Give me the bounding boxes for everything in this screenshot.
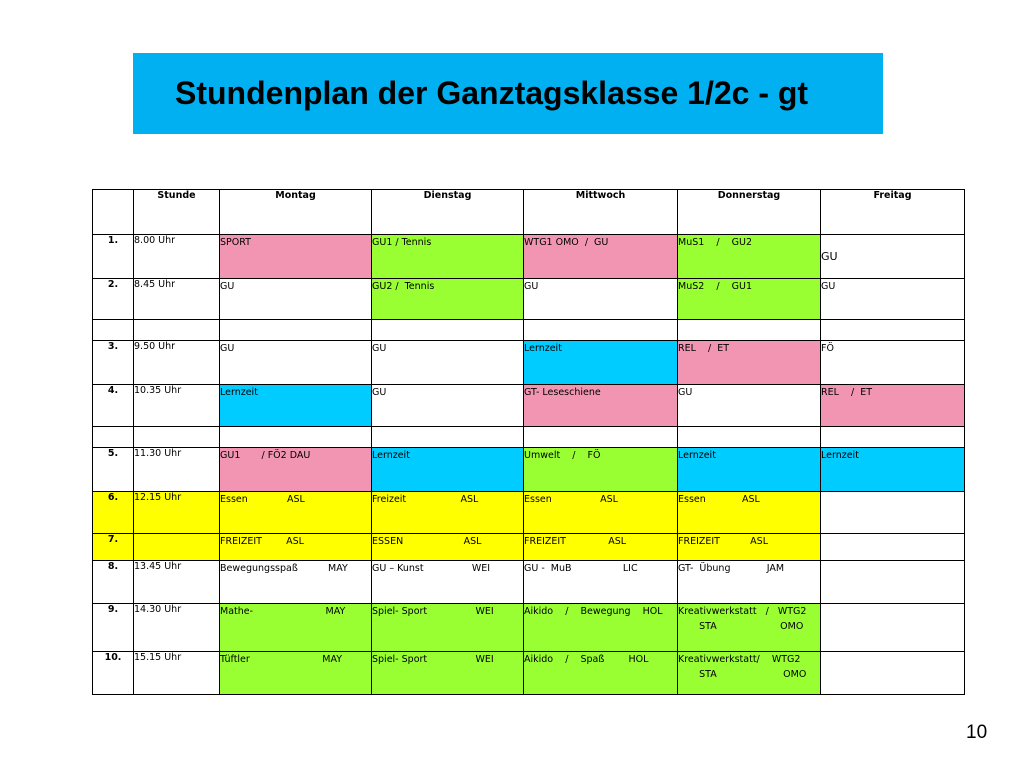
lesson-cell [678,561,821,604]
page-title: Stundenplan der Ganztagsklasse 1/2c - gt [175,75,809,111]
lesson-cell [220,492,372,534]
lesson-text: GU [372,343,387,354]
lesson-cell [372,561,524,604]
lesson-cell [372,652,524,695]
row-number-cell [93,427,134,448]
lesson-cell [678,492,821,534]
lesson-cell [821,604,965,652]
header-cell-mittwoch: Mittwoch [524,190,678,235]
lesson-cell [524,427,678,448]
lesson-text: REL / ET [821,387,873,398]
lesson-text-line2: STA OMO [678,621,804,632]
lesson-text: GU [821,250,838,263]
lesson-text: GU1 / Tennis [372,237,432,248]
lesson-text: ESSEN ASL [372,536,482,547]
time-cell: 9.50 Uhr [134,341,220,385]
lesson-text: FÖ [821,343,834,354]
row-number-cell: 9. [93,604,134,652]
lesson-cell [821,561,965,604]
table-row [93,427,965,448]
table-row [93,561,965,604]
header-cell-num [93,190,134,235]
lesson-text: Bewegungsspaß MAY [220,563,348,574]
header-cell-freitag: Freitag [821,190,965,235]
table-row [93,341,965,385]
row-number-cell: 2. [93,279,134,320]
lesson-cell [678,652,821,695]
lesson-text: FREIZEIT ASL [220,536,304,547]
lesson-cell [220,279,372,320]
lesson-cell [678,235,821,279]
lesson-text: Mathe- MAY [220,606,346,617]
lesson-text: Kreativwerkstatt/ WTG2 [678,654,801,665]
header-cell-donnerstag: Donnerstag [678,190,821,235]
lesson-cell [678,534,821,561]
lesson-cell [678,320,821,341]
lesson-cell [821,492,965,534]
lesson-text: Essen ASL [220,494,305,505]
time-cell: 8.00 Uhr [134,235,220,279]
lesson-cell [524,448,678,492]
lesson-cell [220,341,372,385]
time-cell [134,534,220,561]
lesson-text: Aikido / Bewegung HOL [524,606,663,617]
lesson-cell [372,427,524,448]
lesson-text: GU2 / Tennis [372,281,435,292]
lesson-text: Umwelt / FÖ [524,450,601,461]
time-cell: 14.30 Uhr [134,604,220,652]
schedule-table [92,189,965,695]
lesson-text: MuS1 / GU2 [678,237,753,248]
lesson-text: GU [220,281,235,292]
lesson-text-line2: STA OMO [678,669,807,680]
row-number-cell: 1. [93,235,134,279]
header-cell-dienstag: Dienstag [372,190,524,235]
lesson-text: Essen ASL [678,494,760,505]
lesson-cell [821,534,965,561]
lesson-text: GT- Übung JAM [678,563,785,574]
time-cell: 15.15 Uhr [134,652,220,695]
table-row [93,235,965,279]
lesson-text: GU [678,387,693,398]
lesson-cell [678,279,821,320]
time-cell: 11.30 Uhr [134,448,220,492]
lesson-cell [821,448,965,492]
lesson-text: REL / ET [678,343,730,354]
lesson-cell [821,341,965,385]
lesson-cell [220,427,372,448]
row-number-cell: 10. [93,652,134,695]
lesson-cell [821,385,965,427]
lesson-cell [372,385,524,427]
lesson-text: Lernzeit [220,387,258,398]
lesson-cell [678,341,821,385]
lesson-cell [220,604,372,652]
lesson-cell [678,604,821,652]
lesson-text: Tüftler MAY [220,654,343,665]
time-cell [134,320,220,341]
lesson-cell [220,448,372,492]
lesson-text: WTG1 OMO / GU [524,237,609,248]
table-row [93,652,965,695]
table-row [93,492,965,534]
header-cell-stunde: Stunde [134,190,220,235]
header-cell-montag: Montag [220,190,372,235]
lesson-cell [821,279,965,320]
lesson-cell [524,385,678,427]
lesson-text: FREIZEIT ASL [678,536,769,547]
lesson-cell [524,652,678,695]
lesson-text: Spiel- Sport WEI [372,606,494,617]
lesson-text: Freizeit ASL [372,494,479,505]
lesson-cell [678,427,821,448]
lesson-cell [372,341,524,385]
lesson-cell [220,320,372,341]
lesson-cell [821,427,965,448]
lesson-cell [524,561,678,604]
lesson-text: GU [821,281,836,292]
lesson-text: Lernzeit [678,450,716,461]
page-number: 10 [966,722,988,743]
table-row [93,385,965,427]
lesson-cell [372,448,524,492]
lesson-cell [821,235,965,279]
lesson-cell [524,341,678,385]
time-cell [134,427,220,448]
lesson-cell [524,492,678,534]
lesson-cell [372,235,524,279]
lesson-text: Kreativwerkstatt / WTG2 [678,606,807,617]
lesson-text: GU1 / FÖ2 DAU [220,450,311,461]
row-number-cell: 5. [93,448,134,492]
table-row [93,320,965,341]
lesson-text: MuS2 / GU1 [678,281,753,292]
lesson-cell [372,534,524,561]
lesson-cell [678,385,821,427]
lesson-cell [524,604,678,652]
lesson-text: Spiel- Sport WEI [372,654,494,665]
lesson-cell [372,492,524,534]
lesson-cell [220,652,372,695]
lesson-cell [372,604,524,652]
row-number-cell: 8. [93,561,134,604]
lesson-text: GU - MuB LIC [524,563,638,574]
time-cell: 10.35 Uhr [134,385,220,427]
lesson-text: Lernzeit [524,343,562,354]
table-row [93,448,965,492]
row-number-cell [93,320,134,341]
lesson-cell [524,279,678,320]
row-number-cell: 4. [93,385,134,427]
table-row [93,604,965,652]
lesson-cell [220,235,372,279]
lesson-text: Essen ASL [524,494,618,505]
lesson-text: Lernzeit [821,450,859,461]
table-row [93,279,965,320]
header-row [93,190,965,235]
table-row [93,534,965,561]
row-number-cell: 6. [93,492,134,534]
lesson-cell [524,235,678,279]
time-cell: 12.15 Uhr [134,492,220,534]
lesson-cell [372,279,524,320]
lesson-text: GU – Kunst WEI [372,563,491,574]
lesson-cell [524,320,678,341]
lesson-text: GU [524,281,539,292]
lesson-text: Lernzeit [372,450,410,461]
lesson-cell [372,320,524,341]
lesson-cell [821,652,965,695]
lesson-text: GU [372,387,387,398]
lesson-cell [220,385,372,427]
lesson-text: GU [220,343,235,354]
lesson-text: SPORT [220,237,251,248]
lesson-cell [220,561,372,604]
row-number-cell: 7. [93,534,134,561]
lesson-cell [524,534,678,561]
title-banner [133,53,883,134]
row-number-cell: 3. [93,341,134,385]
time-cell: 8.45 Uhr [134,279,220,320]
lesson-text: Aikido / Spaß HOL [524,654,649,665]
lesson-cell [821,320,965,341]
lesson-text: FREIZEIT ASL [524,536,627,547]
lesson-cell [220,534,372,561]
lesson-cell [678,448,821,492]
time-cell: 13.45 Uhr [134,561,220,604]
lesson-text: GT- Leseschiene [524,387,601,398]
